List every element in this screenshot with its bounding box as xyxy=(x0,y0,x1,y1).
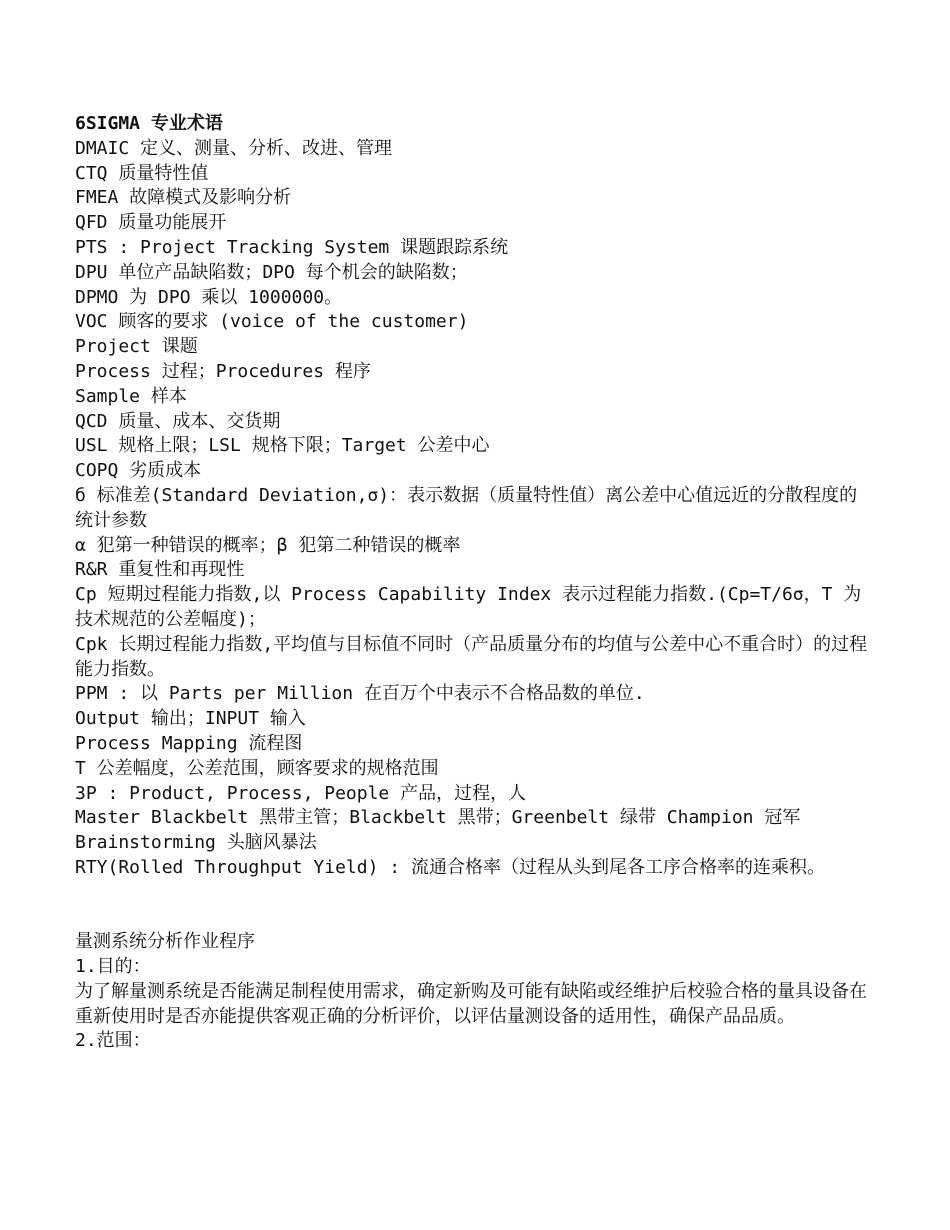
term-item: DPU 单位产品缺陷数；DPO 每个机会的缺陷数； xyxy=(75,261,468,283)
purpose-heading: 1.目的： xyxy=(75,956,151,978)
term-item: COPQ 劣质成本 xyxy=(75,460,202,482)
term-item: VOC 顾客的要求 (voice of the customer) xyxy=(75,311,469,333)
term-item: RTY(Rolled Throughput Yield) : 流通合格率（过程从头到尾各工序合格率的连乘积。 xyxy=(75,856,825,878)
procedure-title: 量测系统分析作业程序 xyxy=(75,931,255,953)
term-item: DPMO 为 DPO 乘以 1000000。 xyxy=(75,286,343,308)
term-item: Project 课题 xyxy=(75,336,198,358)
document-page xyxy=(75,112,875,1054)
term-item: Cpk 长期过程能力指数,平均值与目标值不同时（产品质量分布的均值与公差中心不重合时）的过程能力指数。 xyxy=(75,633,868,680)
term-item: Output 输出；INPUT 输入 xyxy=(75,708,306,730)
term-item: R&R 重复性和再现性 xyxy=(75,559,245,581)
term-item: Sample 样本 xyxy=(75,385,187,407)
term-item: Process 过程；Procedures 程序 xyxy=(75,360,371,382)
term-item: Master Blackbelt 黑带主管；Blackbelt 黑带；Greenbelt 绿带 Champion 冠军 xyxy=(75,807,801,829)
scope-heading: 2.范围： xyxy=(75,1030,151,1052)
term-item: USL 规格上限；LSL 规格下限；Target 公差中心 xyxy=(75,435,490,457)
term-item: Brainstorming 头脑风暴法 xyxy=(75,832,317,854)
term-item: Process Mapping 流程图 xyxy=(75,732,303,754)
terms-list xyxy=(75,137,875,881)
purpose-text: 为了解量测系统是否能满足制程使用需求，确定新购及可能有缺陷或经维护后校验合格的量具设备在重新使用时是否亦能提供客观正确的分析评价，以评估量测设备的适用性，确保产品品质。 xyxy=(75,980,867,1027)
term-item: FMEA 故障模式及影响分析 xyxy=(75,187,292,209)
term-item: DMAIC 定义、测量、分析、改进、管理 xyxy=(75,137,393,159)
term-item: T 公差幅度，公差范围，顾客要求的规格范围 xyxy=(75,757,439,779)
term-item: PPM : 以 Parts per Million 在百万个中表示不合格品数的单位. xyxy=(75,683,645,705)
procedure-section xyxy=(75,930,875,1054)
section-spacer xyxy=(75,881,875,931)
term-item: QFD 质量功能展开 xyxy=(75,212,227,234)
terms-title: 6SIGMA 专业术语 xyxy=(75,113,223,134)
term-item: α 犯第一种错误的概率；β 犯第二种错误的概率 xyxy=(75,534,461,556)
term-item: 3P : Product, Process, People 产品，过程，人 xyxy=(75,782,527,804)
term-item: б 标准差(Standard Deviation,σ)：表示数据（质量特性值）离公差中心值远近的分散程度的统计参数 xyxy=(75,484,858,531)
term-item: CTQ 质量特性值 xyxy=(75,162,209,184)
term-item: Cp 短期过程能力指数,以 Process Capability Index 表示过程能力指数.(Cp=T/6σ，T 为技术规范的公差幅度)； xyxy=(75,584,862,630)
term-item: PTS : Project Tracking System 课题跟踪系统 xyxy=(75,236,509,258)
term-item: QCD 质量、成本、交货期 xyxy=(75,410,281,432)
